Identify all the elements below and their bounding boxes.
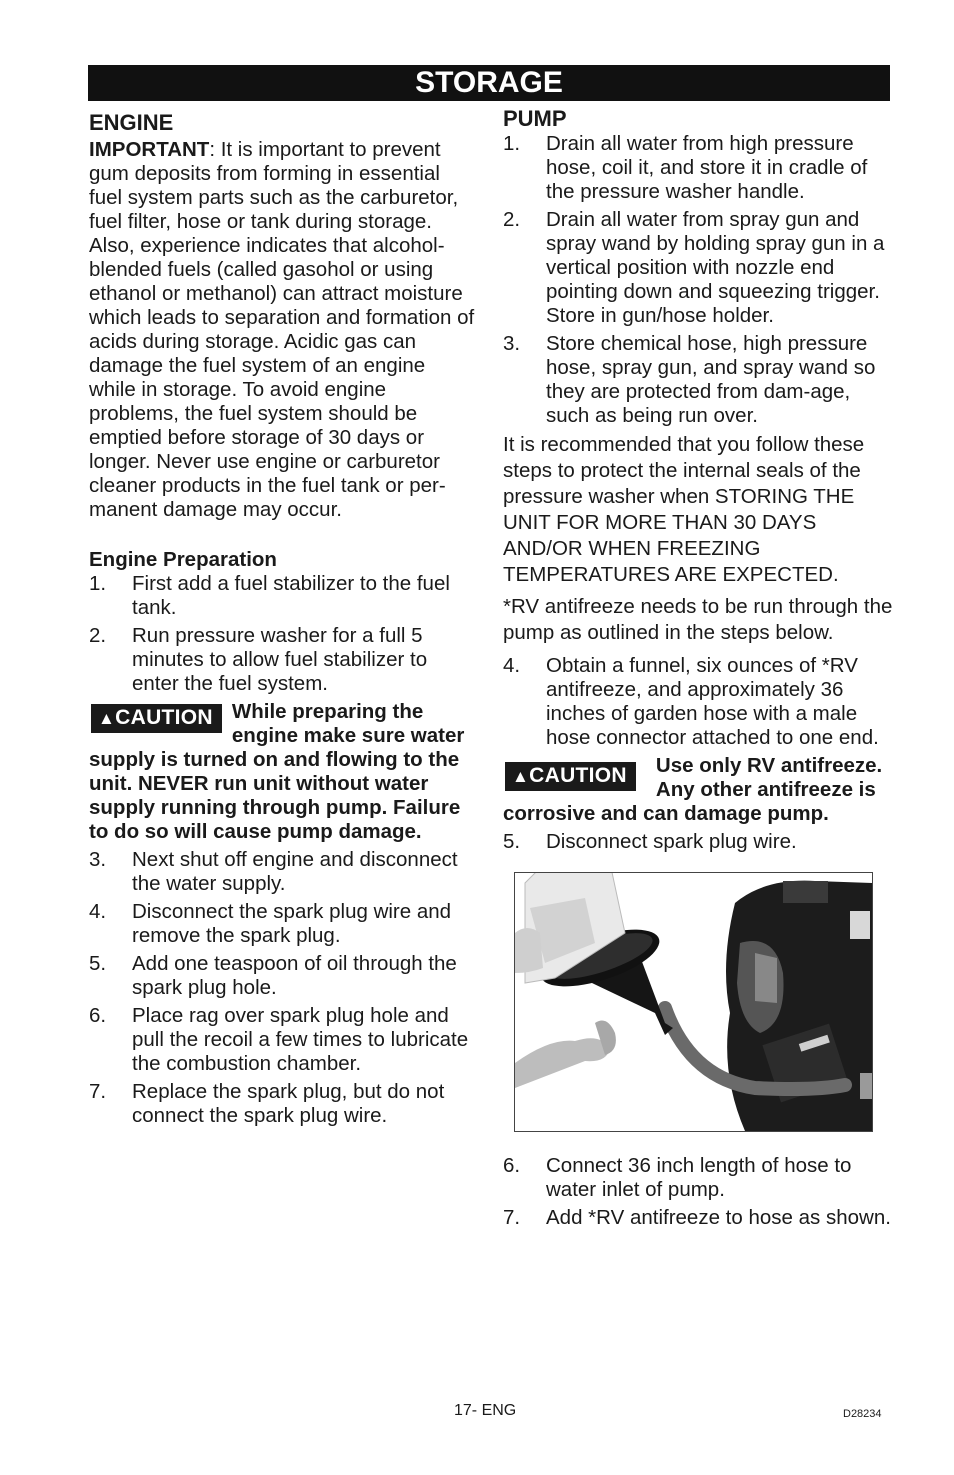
caution-badge (505, 762, 636, 791)
step-number: 7. (89, 1080, 107, 1103)
warning-triangle-icon: ▲ (98, 709, 116, 728)
step-text: Add one teaspoon of oil through the spark plug hole. (132, 952, 457, 999)
list-item (503, 830, 893, 854)
important-label: IMPORTANT (89, 138, 210, 161)
step-text: Drain all water from spray gun and spray wand by holding spray gun in a vertical position with nozzle end pointing down and squeezing trigger. Store in gun/hose holder. (546, 208, 885, 327)
list-item (503, 1206, 893, 1230)
step-text: Next shut off engine and disconnect the water supply. (132, 848, 458, 895)
list-item (503, 654, 893, 750)
caution-text: While preparing the engine make sure water supply is turned on and flowing to the unit. NEVER run unit without water supply running through pump. Failure to do so will cause pump damage. (89, 700, 465, 843)
step-number: 3. (503, 332, 521, 355)
pump-steps-c (503, 830, 893, 854)
important-paragraph (89, 138, 475, 522)
step-number: 6. (503, 1154, 521, 1177)
page-title: STORAGE (88, 65, 890, 101)
document-code: D28234 (843, 1408, 882, 1420)
step-number: 4. (503, 654, 521, 677)
list-item (89, 1080, 475, 1128)
list-item (89, 952, 475, 1000)
pump-heading: PUMP (503, 106, 567, 131)
pump-steps-b (503, 654, 893, 750)
rv-note: *RV antifreeze needs to be run through the pump as outlined in the steps below. (503, 595, 893, 644)
pump-steps-a (503, 132, 893, 428)
step-text: Drain all water from high pressure hose, coil it, and store it in cradle of the pressure washer handle. (546, 132, 868, 203)
list-item (89, 900, 475, 948)
step-number: 3. (89, 848, 107, 871)
pump-section (503, 106, 893, 1234)
caution-label: CAUTION (115, 706, 213, 729)
caution-text: Use only RV antifreeze. Any other antifreeze is corrosive and can damage pump. (503, 754, 883, 825)
step-number: 1. (503, 132, 521, 155)
important-text: : It is important to prevent gum deposits from forming in essential fuel system parts such as the carburetor, fuel filter, hose or tank during storage. Also, experience indicates that alcohol-blended fuels (called gasohol or using ethanol or methanol) can attract moisture which leads to separation and formation of acids during storage. Acidic gas can damage the fuel system of an engine while in storage. To avoid engine problems, the fuel system should be emptied before storage of 30 days or longer. Never use engine or carburetor cleaner products in the fuel tank or per-manent damage may occur. (89, 138, 475, 521)
step-text: Replace the spark plug, but do not connect the spark plug wire. (132, 1080, 445, 1127)
list-item (89, 572, 475, 620)
list-item (503, 132, 893, 204)
list-item (503, 1154, 893, 1202)
page-number: 17- ENG (454, 1402, 517, 1419)
recommend-paragraph: It is recommended that you follow these steps to protect the internal seals of the pressure washer when STORING THE UNIT FOR MORE THAN 30 DAYS AND/OR WHEN FREEZING TEMPERATURES ARE EXPECTED. (503, 433, 865, 586)
step-text: Store chemical hose, high pressure hose, spray gun, and spray wand so they are protected from dam-age, such as being run over. (546, 332, 876, 427)
step-number: 2. (503, 208, 521, 231)
step-text: Place rag over spark plug hole and pull the recoil a few times to lubricate the combustion chamber. (132, 1004, 469, 1075)
pump-caution (503, 754, 893, 826)
caution-label: CAUTION (529, 764, 627, 787)
step-number: 6. (89, 1004, 107, 1027)
step-text: Obtain a funnel, six ounces of *RV antifreeze, and approximately 36 inches of garden hose with a male hose connector attached to one end. (546, 654, 879, 749)
engine-prep-heading: Engine Preparation (89, 548, 277, 571)
list-item (89, 624, 475, 696)
list-item (89, 848, 475, 896)
step-number: 7. (503, 1206, 521, 1229)
step-text: First add a fuel stabilizer to the fuel tank. (132, 572, 450, 619)
engine-caution (89, 700, 475, 844)
step-number: 1. (89, 572, 107, 595)
pump-steps-d (503, 1154, 893, 1230)
warning-triangle-icon: ▲ (512, 767, 530, 786)
step-number: 4. (89, 900, 107, 923)
antifreeze-funnel-photo (514, 872, 873, 1132)
step-number: 5. (89, 952, 107, 975)
step-number: 5. (503, 830, 521, 853)
step-text: Disconnect the spark plug wire and remove the spark plug. (132, 900, 452, 947)
list-item (89, 1004, 475, 1076)
step-text: Connect 36 inch length of hose to water inlet of pump. (546, 1154, 852, 1201)
engine-steps-b (89, 848, 475, 1128)
step-text: Disconnect spark plug wire. (546, 830, 797, 853)
list-item (503, 332, 893, 428)
step-text: Run pressure washer for a full 5 minutes to allow fuel stabilizer to enter the fuel system. (132, 624, 428, 695)
engine-steps-a (89, 572, 475, 696)
step-text: Add *RV antifreeze to hose as shown. (546, 1206, 891, 1229)
step-number: 2. (89, 624, 107, 647)
engine-heading: ENGINE (89, 110, 174, 135)
engine-section (89, 110, 475, 1132)
caution-badge (91, 704, 222, 733)
list-item (503, 208, 893, 328)
